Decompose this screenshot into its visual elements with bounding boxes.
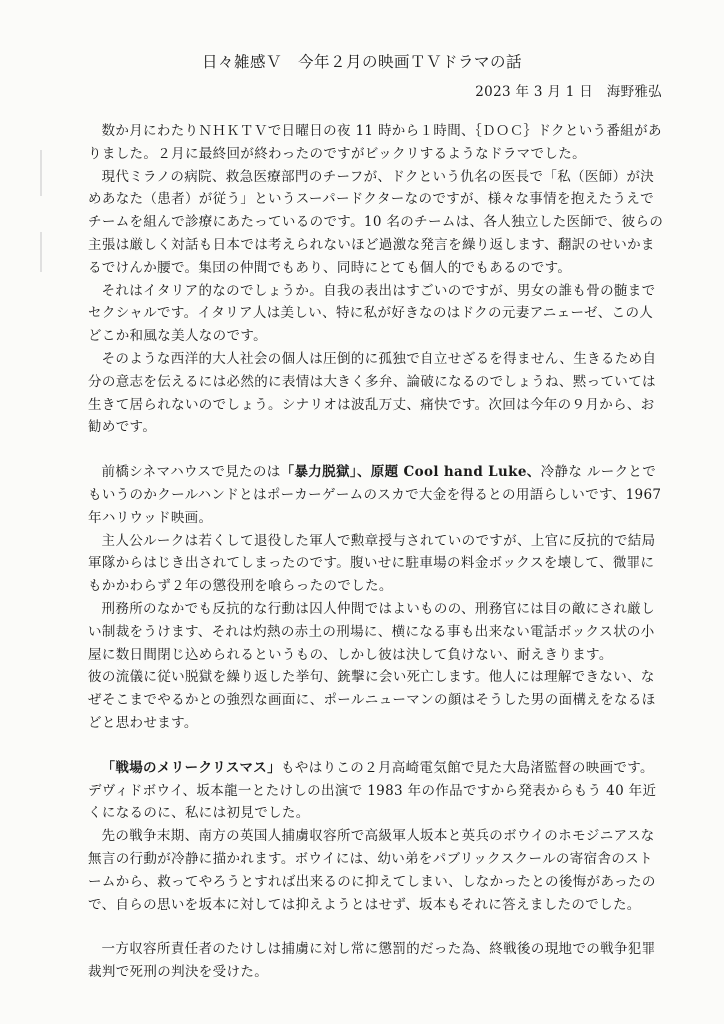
text-run: 冷静な ルークとでもいうのかクールハンドとはポーカーゲームのスカで大金を得るとの用語らしいです、1967 年ハリウッド映画。 (88, 464, 662, 526)
scan-mark (40, 150, 42, 196)
movie-title-bold: 「暴力脱獄」、原題 Cool hand Luke、 (280, 464, 541, 481)
text-run: もやはりこの２月高崎電気館で見た大島渚監督の映画です。デヴィドボウイ、坂本龍一とたけしの出演で 1983 年の作品ですから発表からもう 40 年近くになるのに、私には初見でした。 (88, 759, 657, 822)
paragraph: そのような西洋的大人社会の個人は圧倒的に孤独で自立せざるを得ません、生きるため自分の意志を伝えるには必然的に表情は大きく多弁、論破になるのでしょうね、黙っていては生きて居られないのでしょう。シナリオは波乱万丈、痛快です。次回は今年の９月から、お勧めです。 (88, 350, 657, 436)
paragraph: 刑務所のなかでも反抗的な行動は囚人仲間ではよいものの、刑務官には目の敵にされ厳しい制裁をうけます、それは灼熱の赤土の刑場に、横になる事も出来ない電話ボックス状の小屋に数日間閉じ込められるというもの、しかし彼は決して負けない、耐えきります。 (88, 600, 655, 663)
paragraph (88, 461, 666, 529)
paragraph: 先の戦争末期、南方の英国人捕虜収容所で高級軍人坂本と英兵のボウイのホモジニアスな無言の行動が冷静に描かれます。ボウイには、幼い弟をパブリックスクールの寄宿舎のストームから、救ってやろうとすれば出来るのに抑えてしまい、しなかったとの後悔があったので、自らの思いを坂本に対しては抑えようとはせず、坂本もそれに答えましたのでした。 (88, 828, 656, 913)
paragraph: それはイタリア的なのでしょうか。自我の表出はすごいのですが、男女の誰も骨の髄までセクシャルです。イタリア人は美しい、特に私が好きなのはドクの元妻アニェーゼ、この人どこか和風な美人なのです。 (88, 282, 656, 345)
document-title: 日々雑感Ｖ 今年２月の映画ＴＶドラマの話 (201, 53, 522, 71)
movie-title-bold: 「戦場のメリークリスマス」 (101, 759, 282, 776)
document-date: 2023 年 3 月 1 日 海野雅弘 (475, 84, 662, 100)
paragraph: 一方収容所責任者のたけしは捕虜に対し常に懲罰的だった為、終戦後の現地での戦争犯罪裁判で死刑の判決を受けた。 (88, 941, 656, 981)
document-body (88, 120, 666, 984)
paragraph: 主人公ルークは若くして退役した軍人で勲章授与されていのですが、上官に反抗的で結局軍隊からはじき出されてしまったのです。腹いせに駐車場の料金ボックスを壊して、微罪にもかかわらず２年の懲役刑を喰らったのでした。 (88, 532, 656, 595)
paragraph: 彼の流儀に従い脱獄を繰り返した挙句、銃撃に会い死亡します。他人には理解できない、なぜそこまでやるかとの強烈な画面に、ポールニューマンの顔はそうした男の面構えをなるほどと思わせます。 (88, 669, 656, 731)
paragraph (88, 757, 666, 825)
section-gap (88, 916, 666, 938)
text-run: 前橋シネマハウスで見たのは (101, 464, 281, 481)
section-gap (88, 439, 666, 461)
paragraph: 数か月にわたりＮＨＫＴＶで日曜日の夜 11 時から１時間、｛ＤＯＣ｝ドクという番組がありました。２月に最終回が終わったのですがビックリするようなドラマでした。 (88, 123, 662, 162)
section-gap (88, 735, 666, 757)
paragraph: 現代ミラノの病院、救急医療部門のチーフが、ドクという仇名の医長で「私（医師）が決めあなた（患者）が従う」というスーパードクターなのですが、様々な事情を抱えたうえでチームを組んで診療にあたっているのです。10 名のチームは、各人独立した医師で、彼らの主張は厳しく対話も日本では考えられないほど過激な発言を繰り返します、翻訳のせいかまるでけんか腰で。集団の仲間でもあり、同時にとても個人的でもあるのです。 (88, 168, 664, 276)
scan-mark (40, 232, 42, 272)
